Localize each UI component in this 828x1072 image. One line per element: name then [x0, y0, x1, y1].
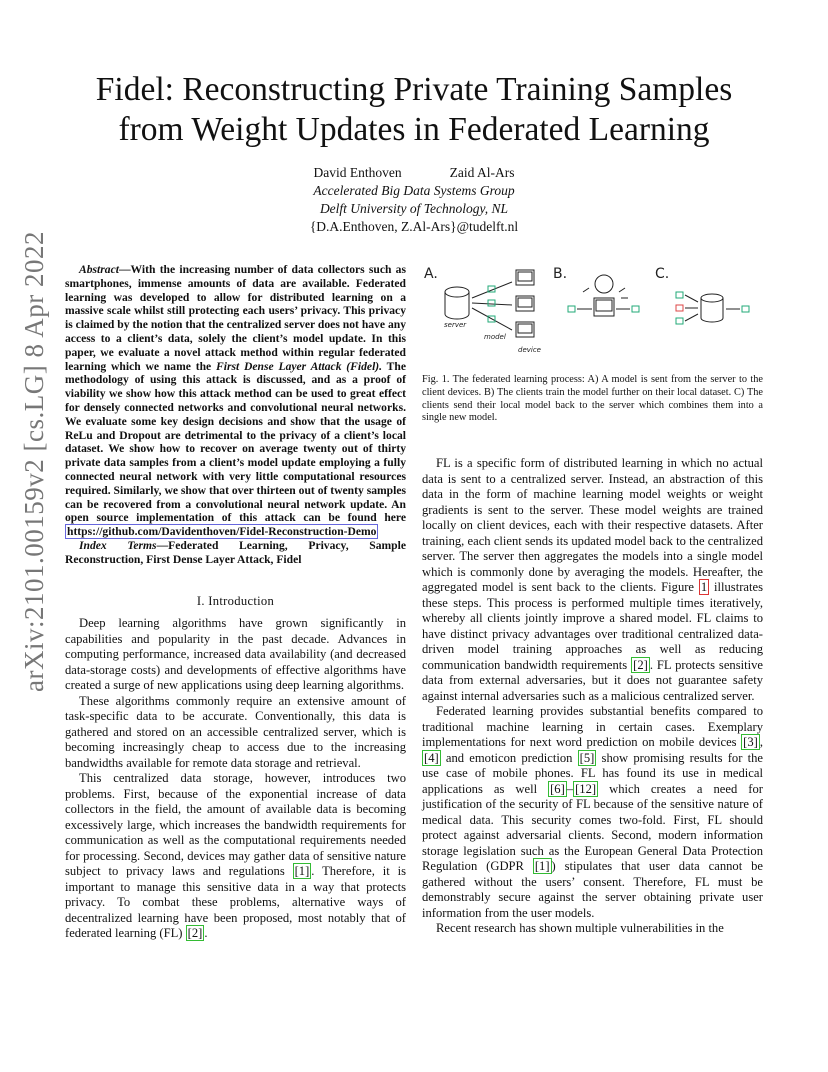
citation-link[interactable]: [3] — [743, 735, 758, 749]
text: and emoticon prediction — [440, 750, 578, 765]
paper-title: Fidel: Reconstructing Private Training Samples from Weight Updates in Federated Learning — [95, 71, 733, 148]
figure-1 — [422, 262, 763, 366]
citation-link[interactable]: [2] — [187, 926, 203, 940]
paragraph: Recent research has shown multiple vulnerabilities in the — [436, 921, 724, 935]
author-block — [200, 164, 628, 236]
text: – — [566, 781, 574, 796]
text: which creates a need for justification of the security of FL because of the sensitive nature of medical data. This security comes two-fold. First, FL should protect against adversarial clients. Second, modern information storage legislation such as the European General Data Protection Regulation (GDPR — [422, 781, 763, 873]
federated-learning-diagram — [422, 262, 763, 366]
citation-link[interactable]: [1] — [294, 864, 310, 878]
citation-link[interactable]: [6] — [550, 781, 565, 796]
label-c: C. — [655, 266, 670, 282]
text: ) stipulates that user data cannot be gathered without the users’ consent. Therefore, FL must be demonstrably secure against the server obtaining private user information from the user models. — [422, 859, 763, 920]
server-label: server — [444, 321, 467, 329]
paragraph — [422, 456, 763, 704]
text: , — [759, 735, 763, 749]
text: illustrates these steps. This process is performed multiple times iteratively, whereby all clients jointly improve a shared model. FL claims to have distinct privacy advantages over traditional centralized data-driven model training approaches as well as reducing communication bandwidth requirements — [422, 580, 763, 672]
citation-link[interactable]: [2] — [633, 657, 648, 672]
text: . Therefore, it is important to manage this sensitive data in a way that protects privacy. To combat these problems, alternative ways of decentralized learning have been proposed, most notably that of federated learning (FL) — [65, 864, 406, 940]
citation-link[interactable]: [1] — [534, 859, 550, 873]
affiliation: Delft University of Technology, NL — [319, 201, 509, 216]
device-label: device — [518, 346, 541, 354]
author-name: David Enthoven — [313, 165, 402, 180]
section-heading: I. Introduction — [196, 594, 275, 608]
label-a: A. — [424, 266, 438, 282]
email: {D.A.Enthoven, Z.Al-Ars}@tudelft.nl — [309, 219, 519, 234]
text: . FL protects sensitive data from external adversaries, but it does not guarantee safety against internal adversaries such as a malicious centralized server. — [422, 657, 763, 703]
paragraph — [65, 771, 406, 942]
text: FL is a specific form of distributed learning in which no actual data is sent to a centralized server. Instead, an abstraction of this data in the form of machine learning model weights or weight gradients is sent to the server. These model weights are trained locally on client devices, each with their respective datasets. After training, each client sends its updated model back to the centralized server. The server then aggregates the models into a single model which is commonly done by averaging the models. Hereafter, the aggregated model is sent back to the clients. Figure — [422, 456, 763, 594]
paragraph: Deep learning algorithms have grown significantly in capabilities and popularity in the past decade. Advances in computing performance, increased data availability (and decreased data-storage costs) and developments of effective algorithms have created a surge of new applications using deep learning algorithms. — [65, 616, 406, 692]
index-terms-label: Index Terms — [79, 538, 157, 552]
paragraph: These algorithms commonly require an extensive amount of task-specific data to be accurate. Conventionally, this data is gathered and stored on an accessible centralized server, which is becoming increasingly cheap to access due to the increasing bandwidths available for remote data storage and retrieval. — [65, 693, 406, 770]
abstract-text: The methodology of using this attack is discussed, and as a proof of viability we show how this attack method can be used to great effect for densely connected networks and convolutional neural networks. We evaluate some key design decisions and show that the usage of ReLu and Dropout are detrimental to the privacy of a client’s local dataset. We show how to recover on average twenty out of thirty private data samples from a client’s model update employing a fully connected neural network with very little computational resources required. Similarly, we show that over thirteen out of twenty samples can be recovered from a convolutional neural network update. An open source implementation of this attack can be found here — [65, 359, 407, 525]
abstract-text: —With the increasing number of data collectors such as smartphones, immense amounts of data are available. Federated learning was developed to allow for distributed learning on a massive scale whilst still protecting each users’ privacy. This privacy is claimed by the notion that the centralized server does not have any access to a client’s data, solely the client’s model update. In this paper, we evaluate a novel attack method within regular federated learning which we name the — [65, 263, 406, 373]
abstract-emphasis: First Dense Layer Attack (Fidel). — [216, 359, 383, 373]
text: . — [204, 926, 208, 940]
text: show promising results for the use case of mobile phones. FL has found its use in medical applications as well — [422, 750, 763, 796]
right-column-text — [422, 456, 763, 937]
citation-link[interactable]: [12] — [575, 781, 597, 796]
arxiv-stamp: arXiv:2101.00159v2 [cs.LG] 8 Apr 2022 — [19, 231, 49, 692]
author-name: Zaid Al-Ars — [449, 165, 515, 180]
label-b: B. — [553, 266, 568, 282]
abstract-label: Abstract — [79, 263, 119, 276]
citation-link[interactable]: [4] — [424, 750, 439, 765]
paragraph — [422, 704, 763, 921]
citation-link[interactable]: [5] — [579, 750, 595, 765]
index-terms-text: —Federated Learning, Privacy, Sample Reconstruction, First Dense Layer Attack, Fidel — [65, 538, 406, 566]
figure-caption: Fig. 1. The federated learning process: A) A model is sent from the server to the client devices. B) The clients train the model further on their local dataset. C) The clients send their local model back to the server which combines them into a single new model. — [422, 374, 763, 424]
affiliation: Accelerated Big Data Systems Group — [313, 183, 515, 198]
intro-text — [65, 616, 406, 942]
figure-link[interactable]: 1 — [700, 580, 708, 594]
github-link[interactable]: https://github.com/Davidenthoven/Fidel-Reconstruction-Demo — [67, 525, 377, 539]
text: This centralized data storage, however, introduces two problems. First, because of the exponential increase of data collectors in the field, the amount of available data is becoming excessively large, which increases the bandwidth requirements for communication as well as the computational requirements needed for processing. Second, devices may gather data of sensitive nature subject to privacy laws and regulations — [65, 771, 406, 878]
abstract — [65, 263, 406, 567]
text: Federated learning provides substantial benefits compared to traditional machine learning in certain cases. Exemplary implementations for next word prediction on mobile devices — [422, 704, 763, 749]
model-label: model — [484, 333, 506, 341]
